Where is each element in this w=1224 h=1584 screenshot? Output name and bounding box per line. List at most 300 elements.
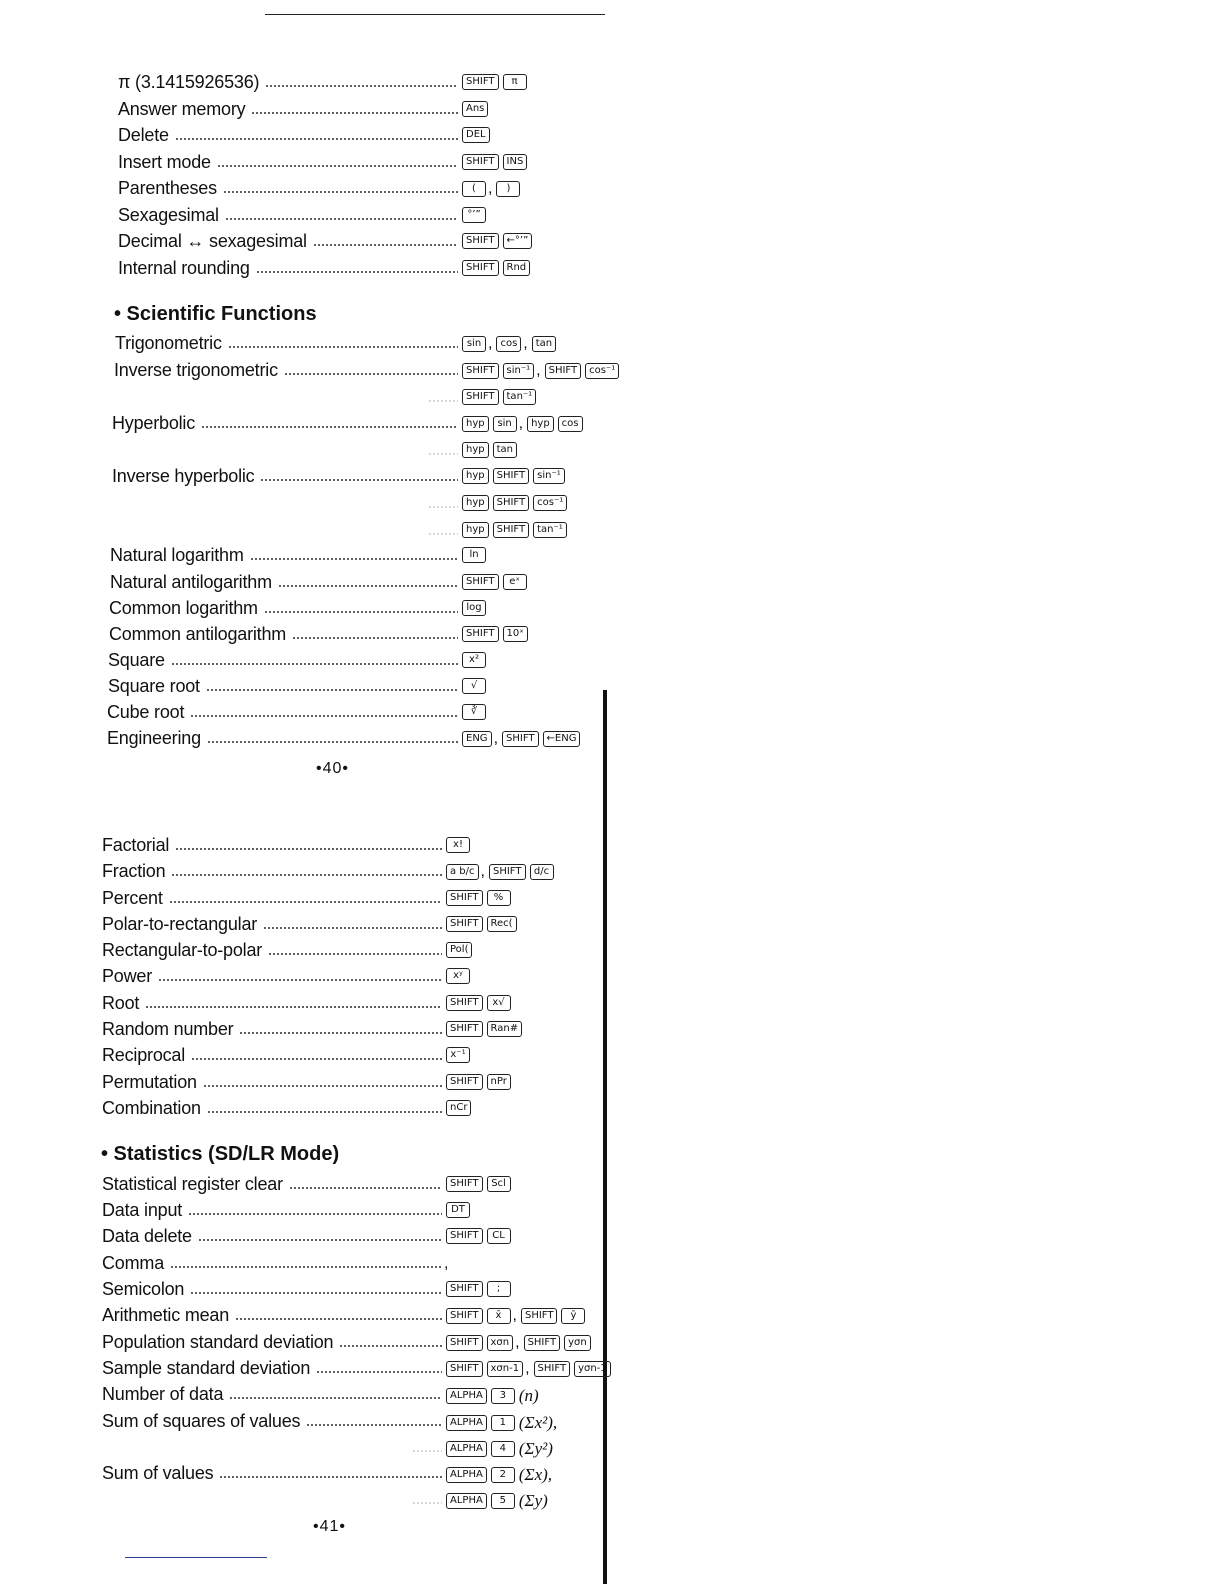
key-sequence [462,574,527,590]
key-sequence [462,180,520,198]
calculator-key-icon: √ [462,678,486,694]
row-label: Sum of values [102,1463,214,1483]
table-row [0,1070,600,1094]
calculator-key-icon: cos⁻¹ [585,363,619,379]
calculator-key-icon: nPr [487,1074,511,1090]
row-label: Statistical register clear [102,1174,283,1194]
row-label: Semicolon [102,1279,185,1299]
table-row [0,1172,600,1196]
calculator-key-icon: SHIFT [462,363,499,379]
row-label: Sample standard deviation [102,1358,311,1378]
calculator-key-icon: x⁻¹ [446,1047,470,1063]
key-sequence [446,1413,557,1433]
dot-leader [217,165,458,167]
dot-leader [228,346,458,348]
row-label: Random number [102,1019,234,1039]
key-sequence [462,468,565,484]
table-row [0,256,600,280]
table-row [0,97,600,121]
key-sequence [446,1334,591,1352]
key-sequence [462,335,556,353]
calculator-key-icon: hyp [527,416,554,432]
table-row [0,464,600,488]
table-row [0,700,600,724]
key-sequence [462,74,527,90]
calculator-key-icon: Rnd [503,260,531,276]
section-heading: • Scientific Functions [114,303,317,325]
table-row [0,70,600,94]
table-row [0,518,600,542]
comma-separator: , [488,335,493,352]
calculator-key-icon: tan [493,442,517,458]
dot-leader [198,1239,442,1241]
calculator-key-icon: nCr [446,1100,471,1116]
table-row [0,886,600,910]
table-row [0,1277,600,1301]
dot-leader [260,479,458,481]
calculator-key-icon: Pol( [446,942,472,958]
calculator-key-icon: x² [462,652,486,668]
calculator-key-icon: ln [462,547,486,563]
key-sequence [462,600,486,616]
calculator-key-icon: eˣ [503,574,527,590]
comma-separator: , [488,180,493,197]
row-label: Percent [102,888,163,908]
key-sequence [462,233,532,249]
calculator-key-icon: π [503,74,527,90]
dot-leader [292,637,458,639]
row-label: Power [102,966,153,986]
table-row [0,150,600,174]
calculator-key-icon: SHIFT [462,154,499,170]
dot-leader [316,1371,442,1373]
table-row [0,622,600,646]
row-label: Number of data [102,1384,224,1404]
calculator-key-icon: 3 [491,1388,515,1404]
dot-leader [278,585,458,587]
row-label: Sum of squares of values [102,1411,301,1431]
dot-leader [428,400,458,402]
key-sequence [446,890,511,906]
key-sequence [446,1360,611,1378]
calculator-key-icon: SHIFT [462,574,499,590]
calculator-key-icon: SHIFT [493,522,530,538]
row-label: Inverse trigonometric [114,360,278,380]
key-sequence [462,522,567,538]
table-row [0,543,600,567]
dot-leader [284,373,458,375]
table-row [0,912,600,936]
key-sequence [446,1047,470,1063]
row-label: Factorial [102,835,170,855]
calculator-key-icon: xσn [487,1335,514,1351]
dot-leader [428,506,458,508]
table-row [0,1461,600,1485]
key-sequence [446,863,554,881]
row-label: Parentheses [118,178,217,198]
dot-leader [206,689,458,691]
calculator-key-icon: SHIFT [446,1281,483,1297]
key-sequence [446,1465,552,1485]
dot-leader [428,453,458,455]
calculator-key-icon: SHIFT [493,468,530,484]
row-label: Inverse hyperbolic [112,466,255,486]
row-label: Common logarithm [109,598,258,618]
dot-leader [225,218,458,220]
table-row [0,1487,600,1511]
row-label: Insert mode [118,152,211,172]
dot-leader [175,138,458,140]
calculator-key-icon: SHIFT [462,233,499,249]
stat-variable-note: (Σx²), [518,1413,558,1432]
dot-leader [207,1111,442,1113]
key-sequence [446,1491,548,1511]
row-label: Hyperbolic [112,413,196,433]
calculator-key-icon: Rec( [487,916,517,932]
dot-leader [289,1187,442,1189]
dot-leader [229,1397,442,1399]
calculator-key-icon: SHIFT [534,1361,571,1377]
calculator-key-icon: Scl [487,1176,511,1192]
dot-leader [339,1345,442,1347]
row-label: Combination [102,1098,201,1118]
calculator-key-icon: ←ENG [543,731,581,747]
calculator-key-icon: CL [487,1228,511,1244]
table-row [0,123,600,147]
calculator-key-icon: 4 [491,1441,515,1457]
table-row [0,176,600,200]
key-sequence [446,1255,448,1273]
row-label: Natural antilogarithm [110,572,272,592]
dot-leader [170,1266,442,1268]
table-row [0,1330,600,1354]
row-label: Answer memory [118,99,246,119]
row-label: Square root [108,676,200,696]
row-label: Decimal ↔ sexagesimal [118,231,307,251]
calculator-key-icon: sin⁻¹ [533,468,565,484]
section-heading: • Statistics (SD/LR Mode) [101,1143,340,1165]
page-number: •41• [313,1518,346,1535]
row-label: Engineering [107,728,201,748]
key-sequence [446,1021,522,1037]
key-sequence [462,154,527,170]
calculator-key-icon: SHIFT [446,916,483,932]
dot-leader [201,426,458,428]
key-sequence [446,1074,511,1090]
table-row [0,229,600,253]
key-sequence [462,495,567,511]
comma-separator: , [525,1360,530,1377]
table-row [0,859,600,883]
calculator-key-icon: d/c [530,864,554,880]
dot-leader [268,953,442,955]
calculator-key-icon: hyp [462,416,489,432]
dot-leader [306,1424,442,1426]
calculator-key-icon: a b/c [446,864,479,880]
table-row [0,570,600,594]
dot-leader [175,848,442,850]
dot-leader [239,1032,442,1034]
table-row [0,726,600,750]
calculator-key-icon: ALPHA [446,1441,487,1457]
calculator-key-icon: sin⁻¹ [503,363,535,379]
key-sequence [462,127,490,143]
row-label: Natural logarithm [110,545,244,565]
dot-leader [412,1502,442,1504]
dot-leader [219,1476,442,1478]
calculator-key-icon: 1 [491,1415,515,1431]
row-label: Rectangular-to-polar [102,940,263,960]
binding-edge [603,690,607,1584]
dot-leader [190,715,458,717]
calculator-key-icon: DT [446,1202,470,1218]
key-sequence [446,942,472,958]
calculator-key-icon: SHIFT [462,389,499,405]
table-row [0,1435,600,1459]
row-label: Square [108,650,165,670]
comma-separator: , [444,1255,449,1272]
dot-leader [256,271,458,273]
row-label: Population standard deviation [102,1332,334,1352]
table-row [0,648,600,672]
key-sequence [462,730,580,748]
calculator-key-icon: DEL [462,127,490,143]
row-label: Data input [102,1200,183,1220]
key-sequence [462,260,530,276]
dot-leader [190,1292,442,1294]
comma-separator: , [512,1307,517,1324]
key-sequence [446,1307,585,1325]
table-row [0,1017,600,1041]
top-rule [265,14,605,15]
row-label: Delete [118,125,169,145]
dot-leader [188,1213,442,1215]
calculator-key-icon: sin [462,336,486,352]
row-label: Sexagesimal [118,205,219,225]
stat-variable-note: (n) [518,1386,539,1405]
calculator-key-icon: ∛ [462,704,486,720]
key-sequence [446,995,511,1011]
calculator-key-icon: tan [532,336,556,352]
calculator-key-icon: SHIFT [493,495,530,511]
key-sequence [446,916,517,932]
table-row [0,938,600,962]
comma-separator: , [523,335,528,352]
key-sequence [446,1100,471,1116]
dot-leader [158,979,442,981]
dot-leader [263,927,442,929]
calculator-key-icon: hyp [462,442,489,458]
key-sequence [462,389,536,405]
calculator-key-icon: ; [487,1281,511,1297]
calculator-key-icon: SHIFT [502,731,539,747]
calculator-key-icon: tan⁻¹ [533,522,567,538]
key-sequence [462,678,486,694]
calculator-key-icon: ) [496,181,520,197]
table-row [0,674,600,698]
calculator-key-icon: ( [462,181,486,197]
row-label: Comma [102,1253,165,1273]
table-row [0,385,600,409]
calculator-key-icon: tan⁻¹ [503,389,537,405]
stat-variable-note: (Σy²) [518,1439,553,1458]
calculator-key-icon: % [487,890,511,906]
comma-separator: , [536,362,541,379]
key-sequence [462,547,486,563]
comma-separator: , [493,730,499,747]
row-label: Common antilogarithm [109,624,287,644]
dot-leader [145,1006,442,1008]
calculator-key-icon: SHIFT [446,1021,483,1037]
key-sequence [462,362,619,380]
calculator-key-icon: °’” [462,207,486,223]
calculator-key-icon: x√ [487,995,511,1011]
table-row [0,491,600,515]
calculator-key-icon: Ans [462,101,488,117]
key-sequence [446,1202,470,1218]
dot-leader [223,191,458,193]
dot-leader [265,85,458,87]
dot-leader [251,112,458,114]
key-sequence [462,652,486,668]
key-sequence [446,1281,511,1297]
calculator-key-icon: 2 [491,1467,515,1483]
row-label: Arithmetic mean [102,1305,230,1325]
dot-leader [235,1318,442,1320]
calculator-key-icon: Ran# [487,1021,523,1037]
row-label: Root [102,993,140,1013]
calculator-key-icon: ALPHA [446,1467,487,1483]
row-label: Fraction [102,861,166,881]
calculator-key-icon: ←°’” [503,233,533,249]
table-row [0,358,616,382]
table-row [0,1096,600,1120]
row-label: Polar-to-rectangular [102,914,258,934]
calculator-key-icon: SHIFT [524,1335,561,1351]
calculator-key-icon: x̄ [487,1308,511,1324]
calculator-key-icon: xσn-1 [487,1361,524,1377]
calculator-key-icon: ENG [462,731,492,747]
dot-leader [203,1085,442,1087]
calculator-key-icon: log [462,600,486,616]
calculator-key-icon: 10ˣ [503,626,528,642]
calculator-key-icon: ALPHA [446,1493,487,1509]
calculator-key-icon: SHIFT [462,260,499,276]
dot-leader [191,1058,442,1060]
table-row [0,203,600,227]
table-row [0,1303,600,1327]
table-row [0,964,600,988]
table-row [0,1043,600,1067]
key-sequence [462,626,528,642]
key-sequence [462,704,486,720]
calculator-key-icon: hyp [462,522,489,538]
table-row [0,1198,600,1222]
calculator-key-icon: SHIFT [446,1361,483,1377]
dot-leader [428,533,458,535]
calculator-key-icon: SHIFT [521,1308,558,1324]
calculator-key-icon: ALPHA [446,1415,487,1431]
dot-leader [264,611,458,613]
stat-variable-note: (Σx), [518,1465,553,1484]
table-row [0,1356,607,1380]
table-row [0,991,600,1015]
comma-separator: , [518,415,524,432]
key-sequence [462,207,486,223]
comma-separator: , [515,1334,520,1351]
calculator-key-icon: SHIFT [446,1176,483,1192]
key-sequence [462,442,517,458]
key-sequence [462,101,488,117]
table-row [0,1224,600,1248]
dot-leader [169,901,442,903]
calculator-key-icon: cos⁻¹ [533,495,567,511]
row-label: Permutation [102,1072,197,1092]
dot-leader [412,1450,442,1452]
table-row [0,438,600,462]
calculator-key-icon: SHIFT [446,1335,483,1351]
table-row [0,596,600,620]
dot-leader [207,741,458,743]
dot-leader [171,874,442,876]
calculator-key-icon: ȳ [561,1308,585,1324]
dot-leader [171,663,458,665]
calculator-key-icon: x! [446,837,470,853]
calculator-key-icon: ALPHA [446,1388,487,1404]
table-row [0,411,600,435]
key-sequence [446,1439,553,1459]
calculator-key-icon: cos [496,336,521,352]
dot-leader [250,558,458,560]
calculator-key-icon: sin [493,416,517,432]
table-row [0,331,600,355]
calculator-key-icon: SHIFT [446,1074,483,1090]
calculator-key-icon: SHIFT [446,890,483,906]
calculator-key-icon: hyp [462,495,489,511]
calculator-key-icon: hyp [462,468,489,484]
key-sequence [446,1176,511,1192]
key-sequence [446,968,470,984]
calculator-key-icon: SHIFT [545,363,582,379]
row-label: Internal rounding [118,258,250,278]
calculator-key-icon: yσn [564,1335,591,1351]
comma-separator: , [480,863,485,880]
key-sequence [446,1386,539,1406]
table-row [0,1251,600,1275]
calculator-key-icon: SHIFT [462,626,499,642]
key-sequence [446,1228,511,1244]
calculator-key-icon: yσn-1 [574,1361,611,1377]
calculator-key-icon: SHIFT [446,995,483,1011]
table-row [0,1382,600,1406]
row-label: Reciprocal [102,1045,186,1065]
table-row [0,833,600,857]
table-row [0,1409,600,1433]
calculator-key-icon: SHIFT [446,1228,483,1244]
stat-variable-note: (Σy) [518,1491,548,1510]
calculator-key-icon: SHIFT [446,1308,483,1324]
dot-leader [313,244,458,246]
row-label: Cube root [107,702,185,722]
page-number: •40• [316,760,349,777]
key-sequence [462,415,583,433]
calculator-key-icon: xʸ [446,968,470,984]
calculator-key-icon: 5 [491,1493,515,1509]
calculator-key-icon: INS [503,154,528,170]
row-label: Trigonometric [115,333,222,353]
row-label: π (3.1415926536) [118,72,260,92]
row-label: Data delete [102,1226,192,1246]
